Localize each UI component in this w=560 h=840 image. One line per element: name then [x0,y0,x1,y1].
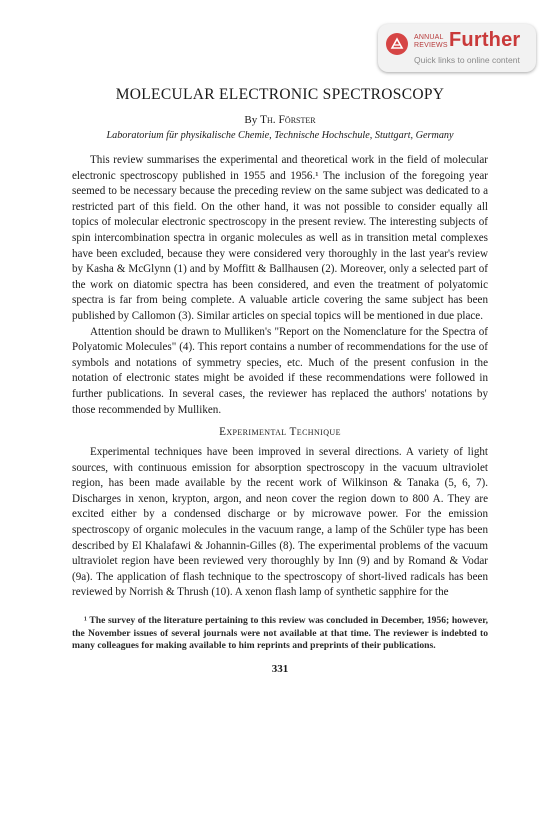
further-badge[interactable] [378,24,536,72]
author-line [72,114,488,126]
badge-subtitle: Quick links to online content [414,55,520,65]
article-title: MOLECULAR ELECTRONIC SPECTROSCOPY [115,86,445,103]
article-body [72,153,488,601]
annual-reviews-logo-icon [386,33,408,55]
badge-title: Further [449,29,521,51]
page-number: 331 [271,662,289,675]
footnote: ¹ The survey of the literature pertaining to this review was concluded in December, 1956; however, the November issues of several journals were not available at that time. The reviewer is indebted to many colleagues for making available to him reprints and preprints of their publications. [72,615,488,652]
paragraph: Attention should be drawn to Mulliken's "Report on the Nomenclature for the Spectra of Polyatomic Molecules" (4). This report contains a number of recommendations for the use of symbols and notations of symmetry species, etc. Much of the present confusion in the notation of electronic states might be avoided if these recommendations were followed in further publications. In several cases, the reviewer has replaced the authors' notations by those recommended by Mulliken. [72,325,488,416]
affiliation: Laboratorium für physikalische Chemie, Technische Hochschule, Stuttgart, Germany [106,130,454,141]
article-page [72,86,488,675]
publisher-name: ANNUAL REVIEWS [414,34,448,49]
section-heading: Experimental Technique [219,426,341,439]
paragraph: Experimental techniques have been improved in several directions. A variety of light sources, with continuous emission for absorption spectroscopy in the vacuum ultraviolet region, has been made available by the recent work of Wilkinson & Tanaka (5, 6, 7). Discharges in xenon, krypton, argon, and neon cover the region down to 800 A. They are excited either by a condensed discharge or by microwave power. For the emission spectroscopy of organic molecules in the vacuum range, a lamp of the Schüler type has been described by El Khalafawi & Johannin-Gilles (8). The experimental problems of the vacuum ultraviolet region have been reviewed very thoroughly by Inn (9) and by Romand & Vodar (9a). The application of flash technique to the spectroscopy of short-lived radicals has been reviewed by Norrish & Thrush (10). A xenon flash lamp of synthetic sapphire for the [72,446,488,599]
paragraph: This review summarises the experimental and theoretical work in the field of molecular electronic spectroscopy published in 1955 and 1956.¹ The inclusion of the foregoing year seemed to be necessary because the preceding review on the same subject was dedicated to a restricted part of this field. On the other hand, it was not possible to consider equally all topics of molecular electronic spectroscopy in the present review. The interesting subjects of spin intercombination spectra in organic molecules as well as in transition metal complexes have been excluded, because they were considered very thoroughly in the last year's review by Kasha & McGlynn (1) and by Moffitt & Ballhausen (2). Moreover, only a selected part of the work on diatomic spectra has been considered, and even the treatment of polyatomic spectra is far from being complete. A valuable article covering the same subject has been published by Callomon (3). Similar articles on special topics will be mentioned in due place. [72,154,488,322]
author-name: Th. Förster [259,114,316,126]
author-prefix: By [244,114,258,126]
